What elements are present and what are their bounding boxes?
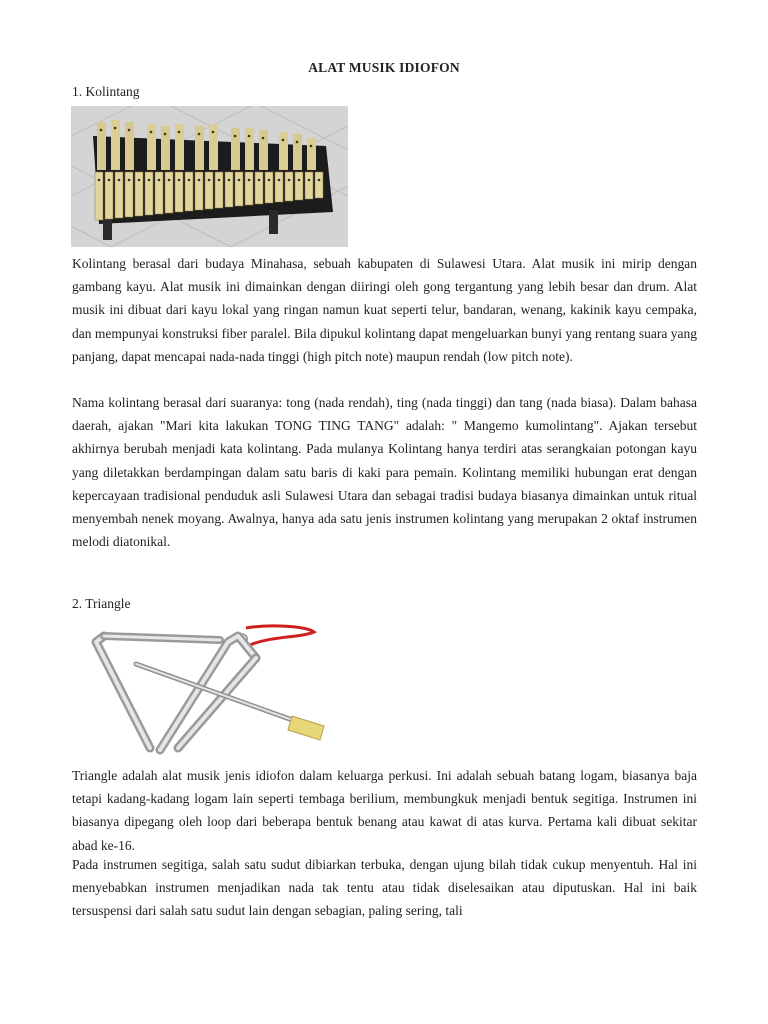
kolintang-paragraph-2: Nama kolintang berasal dari suaranya: tong (nada rendah), ting (nada tinggi) dan tang (nada biasa). Dalam bahasa daerah, ajakan "Mari kita lakukan TONG TING TANG" adalah: " Mangemo kumolintang". Ajakan tersebut akhirnya berubah menjadi kata kolintang. Pada mulanya Kolintang hanya terdiri atas serangkaian potongan kayu yang diletakkan berdampingan dalam satu baris di kaki para pemain. Kolintang memiliki hubungan erat dengan kepercayaan tradisional penduduk asli Sulawesi Utara dan sebagai tradisi budaya biasanya dimainkan untuk ritual menyembah nenek moyang. Awalnya, hanya ada satu jenis instrumen kolintang yang merupakan 2 oktaf instrumen melodi diatonikal. — [72, 395, 697, 550]
section-heading-kolintang: 1. Kolintang — [72, 84, 140, 99]
triangle-photo — [70, 622, 340, 757]
triangle-paragraph-2: Pada instrumen segitiga, salah satu sudut dibiarkan terbuka, dengan ujung bilah tidak cukup menyentuh. Hal ini menyebabkan instrumen menjadikan nada tak tentu atau tidak diselesaikan atau diputuskan. Hal ini baik tersuspensi dari salah satu sudut lain dengan sebagian, paling sering, tali — [72, 857, 697, 919]
section-heading-triangle: 2. Triangle — [72, 596, 131, 611]
triangle-illustration — [70, 622, 340, 757]
document-title: ALAT MUSIK IDIOFON — [308, 60, 460, 75]
kolintang-photo — [71, 106, 348, 247]
triangle-paragraph-1: Triangle adalah alat musik jenis idiofon dalam keluarga perkusi. Ini adalah sebuah batang logam, biasanya baja tetapi kadang-kadang logam lain seperti tembaga berilium, membungkuk menjadi bentuk segitiga. Instrumen ini biasanya dipegang oleh loop dari beberapa bentuk benang atau kawat di atas kurva. Pertama kali dibuat sekitar abad ke-16. — [72, 768, 697, 853]
kolintang-paragraph-1: Kolintang berasal dari budaya Minahasa, sebuah kabupaten di Sulawesi Utara. Alat musik ini mirip dengan gambang kayu. Alat musik ini dimainkan dengan diiringi oleh gong tergantung yang lebih besar dan drum. Alat musik ini dibuat dari kayu lokal yang ringan namun kuat seperti telur, bandaran, wenang, kakinik kayu cempaka, dan mempunyai konstruksi fiber paralel. Bila dipukul kolintang dapat mengeluarkan bunyi yang rentang suara yang panjang, dapat mencapai nada-nada tinggi (high pitch note) maupun rendah (low pitch note). — [72, 256, 697, 364]
kolintang-illustration — [71, 106, 348, 247]
